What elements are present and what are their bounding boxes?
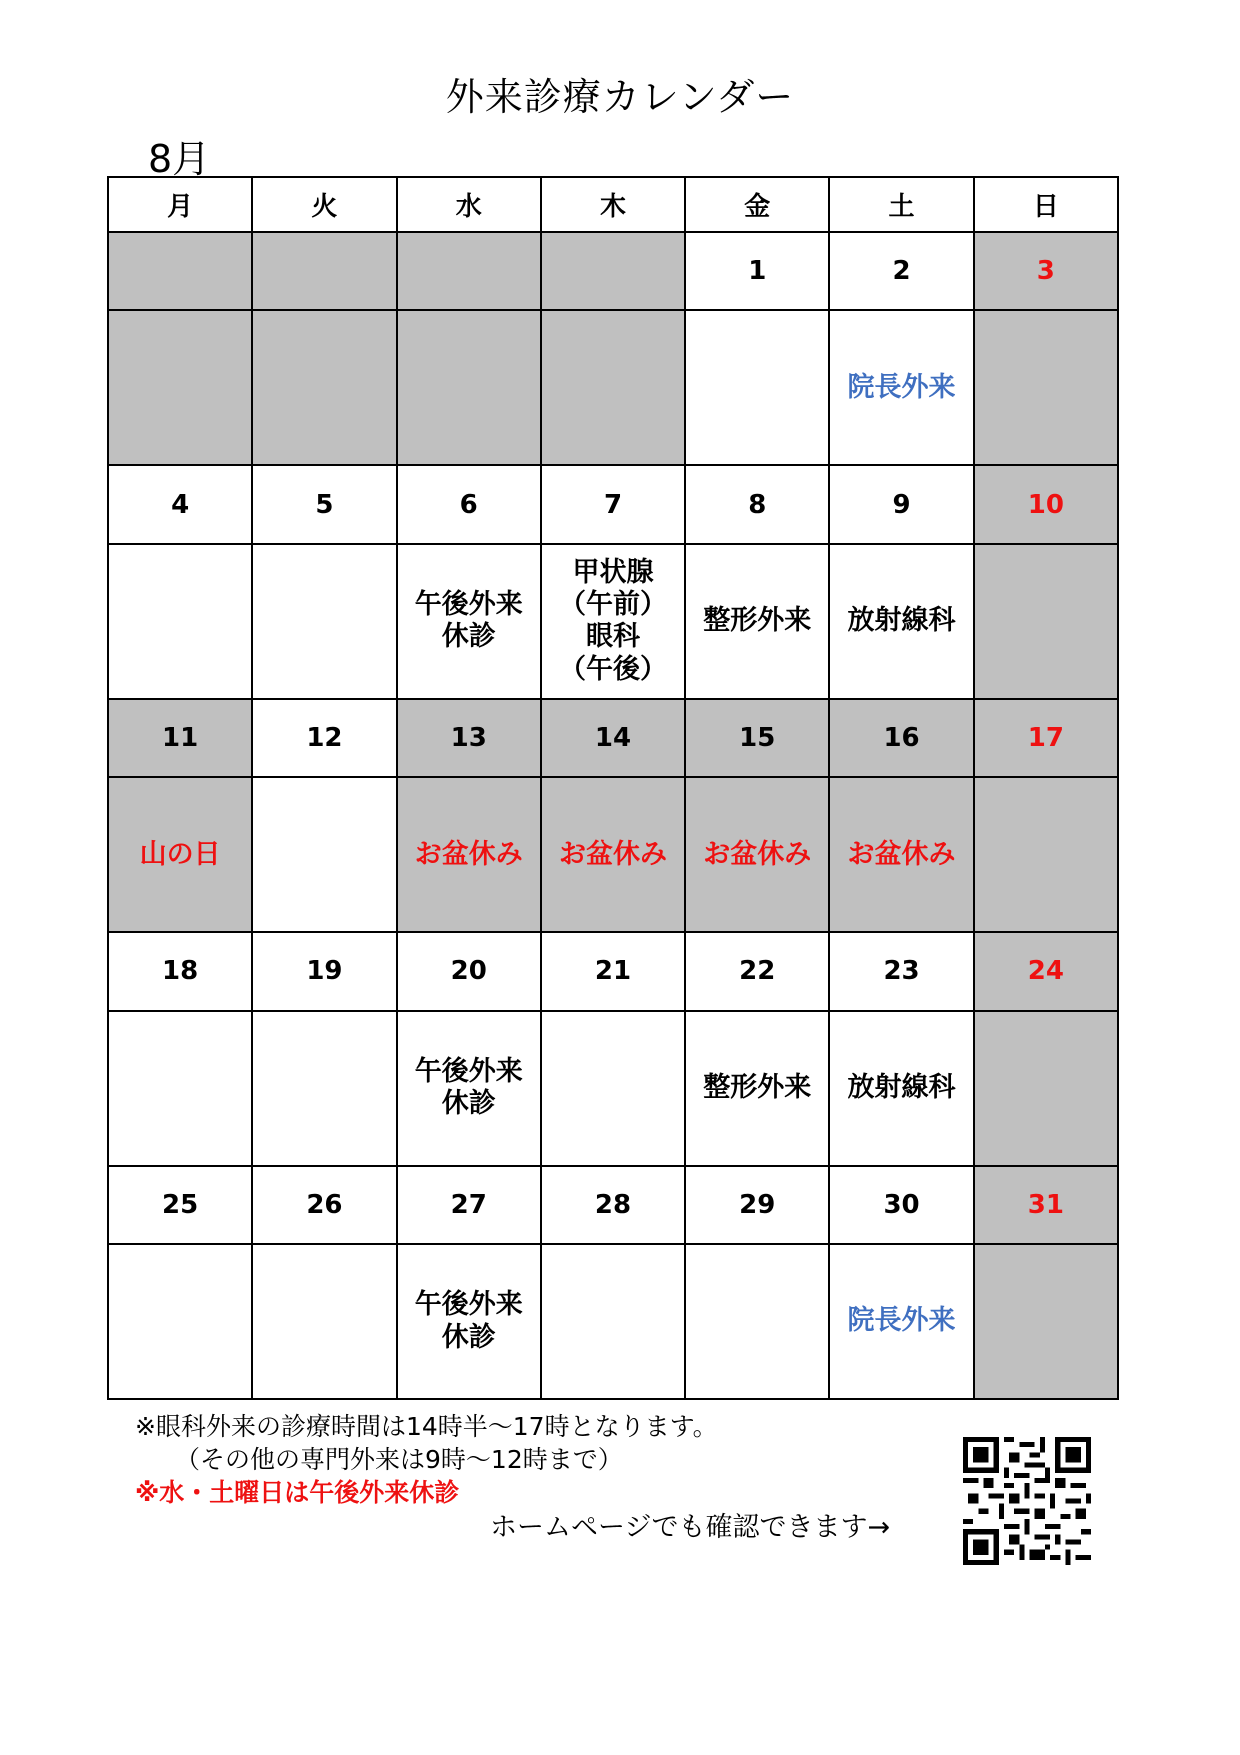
date-cell-mon xyxy=(108,232,252,310)
date-cell-thu: 21 xyxy=(541,932,685,1010)
schedule-note-wed xyxy=(397,310,541,465)
date-cell-sun: 17 xyxy=(974,699,1118,777)
date-cell-tue: 5 xyxy=(252,465,396,543)
date-cell-sun: 3 xyxy=(974,232,1118,310)
schedule-note-sat: 院長外来 xyxy=(829,1244,973,1399)
schedule-note-thu: お盆休み xyxy=(541,777,685,932)
schedule-note-sat: お盆休み xyxy=(829,777,973,932)
schedule-note-mon xyxy=(108,1244,252,1399)
date-cell-mon: 4 xyxy=(108,465,252,543)
schedule-note-fri xyxy=(685,310,829,465)
schedule-note-thu xyxy=(541,310,685,465)
weekday-header-row xyxy=(108,177,1118,232)
date-row xyxy=(108,932,1118,1010)
weekday-tue: 火 xyxy=(252,177,396,232)
date-cell-sat: 9 xyxy=(829,465,973,543)
date-cell-sun: 31 xyxy=(974,1166,1118,1244)
footer-note-ophthalmology-hours: ※眼科外来の診療時間は14時半～17時となります。 xyxy=(135,1412,718,1441)
schedule-note-mon xyxy=(108,544,252,699)
schedule-note-fri: お盆休み xyxy=(685,777,829,932)
weekday-fri: 金 xyxy=(685,177,829,232)
date-cell-wed: 6 xyxy=(397,465,541,543)
weekday-mon: 月 xyxy=(108,177,252,232)
calendar-body xyxy=(108,232,1118,1399)
schedule-note-fri: 整形外来 xyxy=(685,544,829,699)
date-cell-mon: 25 xyxy=(108,1166,252,1244)
schedule-note-thu xyxy=(541,1244,685,1399)
date-cell-fri: 29 xyxy=(685,1166,829,1244)
date-cell-fri: 22 xyxy=(685,932,829,1010)
schedule-note-sun xyxy=(974,310,1118,465)
date-cell-tue: 26 xyxy=(252,1166,396,1244)
weekday-thu: 木 xyxy=(541,177,685,232)
schedule-note-tue xyxy=(252,310,396,465)
schedule-note-sun xyxy=(974,1011,1118,1166)
schedule-note-wed: 午後外来 休診 xyxy=(397,544,541,699)
date-cell-sun: 10 xyxy=(974,465,1118,543)
date-cell-mon: 18 xyxy=(108,932,252,1010)
schedule-note-thu xyxy=(541,1011,685,1166)
date-cell-wed: 20 xyxy=(397,932,541,1010)
schedule-note-thu: 甲状腺 （午前） 眼科 （午後） xyxy=(541,544,685,699)
note-row xyxy=(108,544,1118,699)
footer-note-afternoon-closed: ※水・土曜日は午後外来休診 xyxy=(135,1478,460,1507)
date-cell-mon: 11 xyxy=(108,699,252,777)
schedule-note-sun xyxy=(974,544,1118,699)
date-cell-thu: 7 xyxy=(541,465,685,543)
date-cell-sat: 2 xyxy=(829,232,973,310)
schedule-note-wed: お盆休み xyxy=(397,777,541,932)
note-row xyxy=(108,1011,1118,1166)
date-cell-tue: 12 xyxy=(252,699,396,777)
date-cell-fri: 15 xyxy=(685,699,829,777)
footer-note-specialty-hours: （その他の専門外来は9時～12時まで） xyxy=(175,1445,623,1474)
date-row xyxy=(108,232,1118,310)
schedule-note-sun xyxy=(974,1244,1118,1399)
date-cell-thu xyxy=(541,232,685,310)
schedule-note-sun xyxy=(974,777,1118,932)
date-cell-wed xyxy=(397,232,541,310)
schedule-note-mon: 山の日 xyxy=(108,777,252,932)
schedule-note-fri xyxy=(685,1244,829,1399)
note-row xyxy=(108,1244,1118,1399)
schedule-note-mon xyxy=(108,310,252,465)
date-cell-wed: 13 xyxy=(397,699,541,777)
date-row xyxy=(108,465,1118,543)
schedule-note-sat: 放射線科 xyxy=(829,544,973,699)
homepage-note: ホームページでも確認できます→ xyxy=(490,1512,891,1543)
schedule-note-sat: 院長外来 xyxy=(829,310,973,465)
schedule-note-wed: 午後外来 休診 xyxy=(397,1011,541,1166)
date-cell-tue: 19 xyxy=(252,932,396,1010)
month-label: 8月 xyxy=(148,137,211,181)
date-cell-sat: 16 xyxy=(829,699,973,777)
date-cell-thu: 14 xyxy=(541,699,685,777)
date-cell-tue xyxy=(252,232,396,310)
date-cell-sun: 24 xyxy=(974,932,1118,1010)
schedule-note-tue xyxy=(252,777,396,932)
note-row xyxy=(108,310,1118,465)
date-cell-thu: 28 xyxy=(541,1166,685,1244)
date-cell-wed: 27 xyxy=(397,1166,541,1244)
page-title: 外来診療カレンダー xyxy=(445,75,795,119)
date-row xyxy=(108,1166,1118,1244)
schedule-note-wed: 午後外来 休診 xyxy=(397,1244,541,1399)
calendar-table xyxy=(107,176,1119,1400)
date-row xyxy=(108,699,1118,777)
schedule-note-fri: 整形外来 xyxy=(685,1011,829,1166)
note-row xyxy=(108,777,1118,932)
schedule-note-tue xyxy=(252,544,396,699)
footer-notes xyxy=(135,1410,718,1509)
qr-code-icon[interactable] xyxy=(963,1437,1091,1565)
date-cell-fri: 8 xyxy=(685,465,829,543)
weekday-sun: 日 xyxy=(974,177,1118,232)
date-cell-fri: 1 xyxy=(685,232,829,310)
date-cell-sat: 23 xyxy=(829,932,973,1010)
weekday-sat: 土 xyxy=(829,177,973,232)
weekday-wed: 水 xyxy=(397,177,541,232)
schedule-note-sat: 放射線科 xyxy=(829,1011,973,1166)
date-cell-sat: 30 xyxy=(829,1166,973,1244)
schedule-note-tue xyxy=(252,1244,396,1399)
schedule-note-tue xyxy=(252,1011,396,1166)
schedule-note-mon xyxy=(108,1011,252,1166)
